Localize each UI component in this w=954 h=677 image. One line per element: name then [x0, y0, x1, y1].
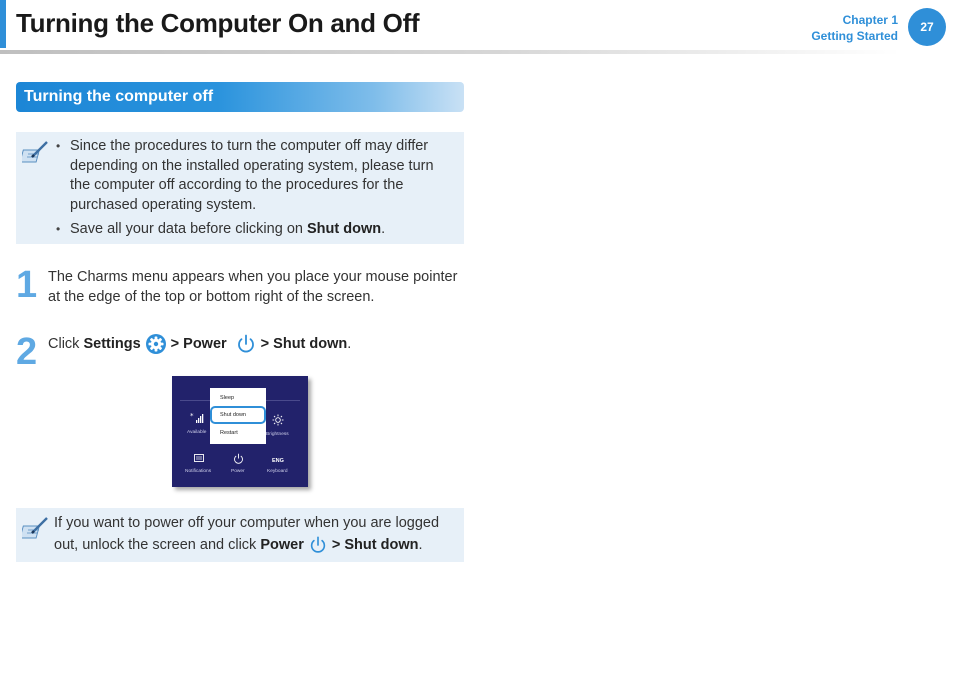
power-label: Power	[231, 469, 245, 474]
wifi-signal-icon	[190, 412, 204, 424]
shut-down-option[interactable]: Shut down	[220, 412, 246, 418]
chapter-label: Chapter 1	[842, 13, 898, 27]
power-icon	[235, 333, 257, 355]
power-icon	[308, 535, 328, 555]
settings-gear-icon	[145, 333, 167, 355]
power-term: > Power	[170, 335, 227, 352]
page-title: Turning the Computer On and Off	[16, 8, 420, 38]
page-number: 27	[908, 8, 946, 46]
keyboard-language: ENG	[272, 458, 284, 464]
brightness-label: Brightness	[266, 432, 289, 437]
header-accent-bar	[0, 0, 6, 48]
section-heading: Turning the computer off	[16, 82, 464, 112]
chapter-name: Getting Started	[811, 29, 898, 43]
sleep-option[interactable]: Sleep	[220, 395, 235, 401]
shut-down-term: > Shut down	[260, 335, 348, 352]
charms-settings-screenshot	[172, 376, 308, 487]
note-pencil-icon	[22, 516, 50, 542]
shut-down-term: Shut down	[306, 221, 382, 237]
notifications-label: Notifications	[185, 469, 212, 474]
step-number-2: 2	[16, 331, 38, 373]
header-divider	[0, 50, 900, 54]
note-pencil-icon	[22, 140, 50, 166]
power-term: Power	[260, 537, 304, 553]
chapter-info	[811, 12, 898, 44]
step-number-1: 1	[16, 264, 38, 306]
note-text: If you want to power off your computer when you are logged out, unlock the screen and click Power > Shut down.	[54, 512, 462, 556]
restart-option[interactable]: Restart	[220, 430, 238, 436]
note-box	[16, 508, 464, 562]
shut-down-highlight	[210, 406, 266, 424]
note-bullet: • Since the procedures to turn the computer off may differ depending on the installed operating system, please turn the computer off according to the procedures for the purchased operating system.	[56, 137, 456, 215]
note-bullet: • Save all your data before clicking on Shut down.	[56, 220, 456, 240]
step-2-text: Click Settings > Power > Shut down.	[48, 333, 468, 355]
note-box	[16, 132, 464, 244]
note-list	[56, 137, 456, 245]
power-charm-icon	[233, 453, 244, 464]
notifications-icon	[194, 454, 204, 462]
network-label: Available	[187, 430, 207, 435]
settings-term: Settings	[83, 335, 141, 352]
brightness-icon	[272, 414, 284, 426]
keyboard-label: Keyboard	[267, 469, 288, 474]
svg-text:*: *	[190, 412, 194, 420]
shut-down-term: > Shut down	[331, 537, 419, 553]
step-1-text: The Charms menu appears when you place your mouse pointer at the edge of the top or bottom right of the screen.	[48, 269, 458, 305]
